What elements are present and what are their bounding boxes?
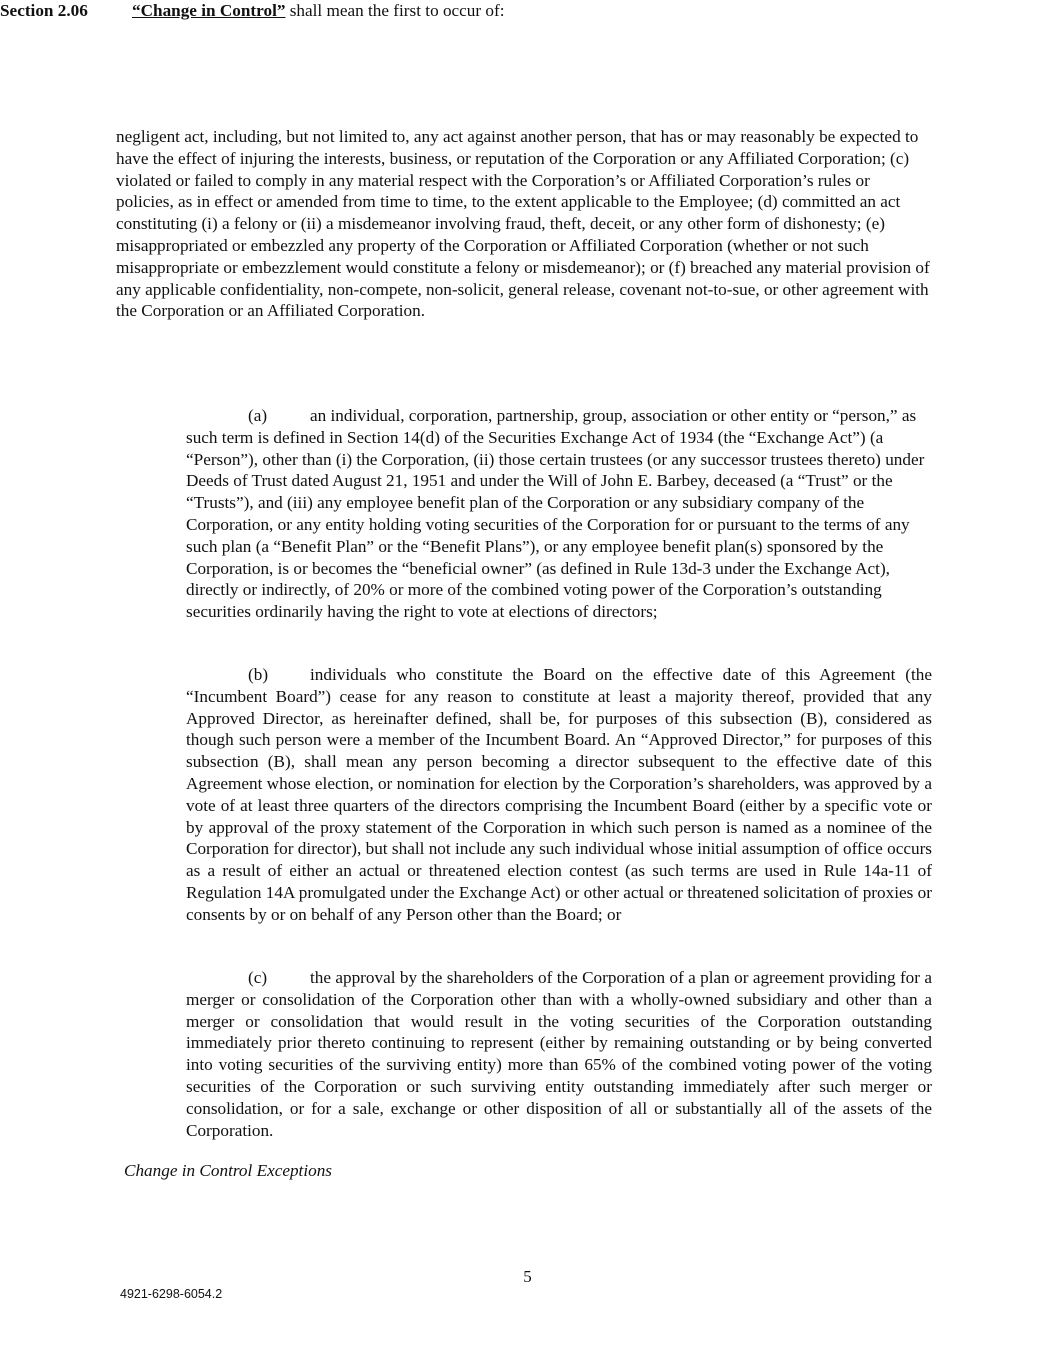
subsection-a	[186, 405, 932, 623]
subheading: Change in Control Exceptions	[124, 1161, 332, 1180]
defined-term: “Change in Control”	[132, 1, 286, 20]
subsection-b	[186, 664, 932, 926]
section-number: Section 2.06	[0, 1, 88, 20]
subsection-c	[186, 967, 932, 1141]
intro-paragraph: negligent act, including, but not limited to, any act against another person, that has or may reasonably be expected to have the effect of injuring the interests, business, or reputation of the Corporation or any Affiliated Corporation; (c) violated or failed to comply in any material respect with the Corporation’s or Affiliated Corporation’s rules or policies, as in effect or amended from time to time, to the extent applicable to the Employee; (d) committed an act constituting (i) a felony or (ii) a misdemeanor involving fraud, theft, deceit, or any other form of dishonesty; (e) misappropriated or embezzled any property of the Corporation or Affiliated Corporation (whether or not such misappropriate or embezzlement would constitute a felony or misdemeanor); or (f) breached any material provision of any applicable confidentiality, non-compete, non-solicit, general release, covenant not-to-sue, or other agreement with the Corporation or an Affiliated Corporation.	[116, 127, 930, 321]
definition-lead: shall mean the first to occur of:	[285, 1, 505, 20]
subsection-text: an individual, corporation, partnership, group, association or other entity or “person,” as such term is defined in Section 14(d) of the Securities Exchange Act of 1934 (the “Exchange Act”) (a “Person”), other than (i) the Corporation, (ii) those certain trustees (or any successor trustees thereto) under Deeds of Trust dated August 21, 1951 and under the Will of John E. Barbey, deceased (a “Trust” or the “Trusts”), and (iii) any employee benefit plan of the Corporation or any subsidiary company of the Corporation, or any entity holding voting securities of the Corporation for or pursuant to the terms of any such plan (a “Benefit Plan” or the “Benefit Plans”), or any employee benefit plan(s) sponsored by the Corporation, is or becomes the “beneficial owner” (as defined in Rule 13d-3 under the Exchange Act), directly or indirectly, of 20% or more of the combined voting power of the Corporation’s outstanding securities ordinarily having the right to vote at elections of directors;	[186, 406, 925, 622]
section-heading	[0, 0, 700, 22]
subsection-text: individuals who constitute the Board on the effective date of this Agreement (the “Incumbent Board”) cease for any reason to constitute at least a majority thereof, provided that any Approved Director, as hereinafter defined, shall be, for purposes of this subsection (B), considered as though such person were a member of the Incumbent Board. An “Approved Director,” for purposes of this subsection (B), shall mean any person becoming a director subsequent to the effective date of this Agreement whose election, or nomination for election by the Corporation’s shareholders, was approved by a vote of at least three quarters of the directors comprising the Incumbent Board (either by a specific vote or by approval of the proxy statement of the Corporation in which such person is named as a nominee of the Corporation for director), but shall not include any such individual whose initial assumption of office occurs as a result of either an actual or threatened election contest (as such terms are used in Rule 14a-11 of Regulation 14A promulgated under the Exchange Act) or other actual or threatened solicitation of proxies or consents by or on behalf of any Person other than the Board; or	[186, 665, 932, 924]
page-number: 5	[523, 1267, 532, 1286]
subsection-label: (c)	[248, 968, 268, 987]
subsection-label: (b)	[248, 665, 269, 684]
subsection-text: the approval by the shareholders of the Corporation of a plan or agreement providing for a merger or consolidation of the Corporation other than with a wholly-owned subsidiary and other than a merger or consolidation that would result in the voting securities of the Corporation outstanding immediately prior thereto continuing to represent (either by remaining outstanding or by being converted into voting securities of the surviving entity) more than 65% of the combined voting power of the voting securities of the Corporation or such surviving entity outstanding immediately after such merger or consolidation, or for a sale, exchange or other disposition of all or substantially all of the assets of the Corporation.	[186, 968, 932, 1140]
subsection-label: (a)	[248, 406, 268, 425]
document-id: 4921-6298-6054.2	[120, 1287, 223, 1301]
